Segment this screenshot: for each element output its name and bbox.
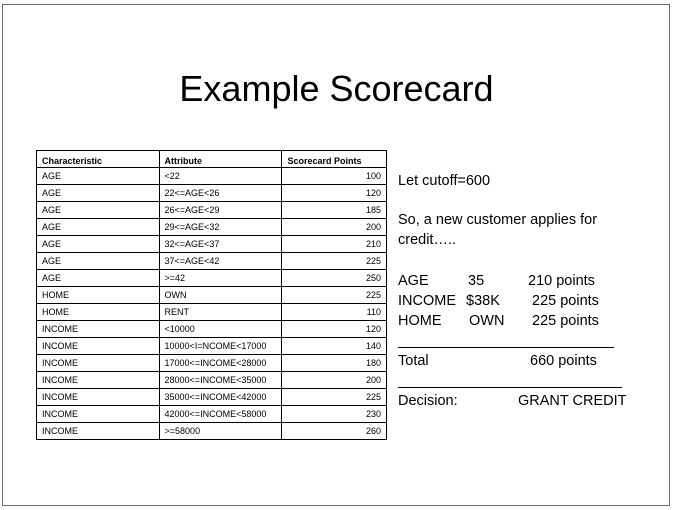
cell-points: 210 xyxy=(282,236,387,253)
cell-points: 120 xyxy=(282,321,387,338)
cell-characteristic: HOME xyxy=(37,304,160,321)
cell-characteristic: INCOME xyxy=(37,321,160,338)
cell-characteristic: AGE xyxy=(37,185,160,202)
cell-points: 230 xyxy=(282,406,387,423)
cell-characteristic: INCOME xyxy=(37,355,160,372)
table-row xyxy=(37,168,387,185)
applicant-income-label: INCOME xyxy=(398,293,456,309)
table-row xyxy=(37,355,387,372)
cell-points: 120 xyxy=(282,185,387,202)
decision-value: GRANT CREDIT xyxy=(518,393,627,409)
table-header-row xyxy=(37,151,387,168)
cell-attribute: >=42 xyxy=(159,270,282,287)
header-scorecard-points: Scorecard Points xyxy=(282,151,387,168)
cell-characteristic: AGE xyxy=(37,253,160,270)
total-row xyxy=(398,351,618,371)
applicant-home-value: OWN xyxy=(469,313,505,329)
cell-points: 180 xyxy=(282,355,387,372)
cell-attribute: 32<=AGE<37 xyxy=(159,236,282,253)
table-row xyxy=(37,321,387,338)
cell-characteristic: AGE xyxy=(37,236,160,253)
table-row xyxy=(37,185,387,202)
cutoff-text: Let cutoff=600 xyxy=(398,173,491,189)
applicant-home-label: HOME xyxy=(398,313,442,329)
table-row xyxy=(37,219,387,236)
cell-attribute: 37<=AGE<42 xyxy=(159,253,282,270)
applies-text-line1: So, a new customer applies for xyxy=(398,212,598,228)
divider-line-2 xyxy=(398,387,622,388)
total-points: 660 points xyxy=(530,353,597,369)
applicant-home-points: 225 points xyxy=(532,313,599,329)
table-row xyxy=(37,287,387,304)
table-row xyxy=(37,406,387,423)
applicant-age-label: AGE xyxy=(398,273,429,289)
cell-points: 185 xyxy=(282,202,387,219)
table-row xyxy=(37,389,387,406)
cell-attribute: 42000<=INCOME<58000 xyxy=(159,406,282,423)
cell-attribute: 28000<=INCOME<35000 xyxy=(159,372,282,389)
cell-points: 250 xyxy=(282,270,387,287)
table-row xyxy=(37,423,387,440)
divider-line-1 xyxy=(398,347,614,348)
cell-attribute: <22 xyxy=(159,168,282,185)
table-body xyxy=(37,168,387,440)
cell-attribute: RENT xyxy=(159,304,282,321)
applicant-age-value: 35 xyxy=(468,273,485,289)
cell-points: 260 xyxy=(282,423,387,440)
slide-title: Example Scorecard xyxy=(179,68,494,109)
total-label: Total xyxy=(398,353,429,369)
cell-points: 225 xyxy=(282,253,387,270)
cell-attribute: 17000<=INCOME<28000 xyxy=(159,355,282,372)
table-row xyxy=(37,270,387,287)
table-row xyxy=(37,202,387,219)
applicant-details xyxy=(398,271,638,331)
cell-attribute: 29<=AGE<32 xyxy=(159,219,282,236)
cell-characteristic: INCOME xyxy=(37,406,160,423)
cell-points: 225 xyxy=(282,389,387,406)
table-row xyxy=(37,253,387,270)
decision-label: Decision: xyxy=(398,393,458,409)
cell-characteristic: AGE xyxy=(37,219,160,236)
cell-attribute: 35000<=INCOME<42000 xyxy=(159,389,282,406)
cell-characteristic: HOME xyxy=(37,287,160,304)
table-row xyxy=(37,236,387,253)
header-attribute: Attribute xyxy=(159,151,282,168)
cell-characteristic: INCOME xyxy=(37,423,160,440)
cell-points: 200 xyxy=(282,219,387,236)
cell-characteristic: AGE xyxy=(37,270,160,287)
applicant-income-value: $38K xyxy=(466,293,500,309)
cell-attribute: 22<=AGE<26 xyxy=(159,185,282,202)
cell-points: 100 xyxy=(282,168,387,185)
cell-characteristic: AGE xyxy=(37,202,160,219)
table-row xyxy=(37,338,387,355)
cell-attribute: OWN xyxy=(159,287,282,304)
cell-characteristic: AGE xyxy=(37,168,160,185)
table-row xyxy=(37,372,387,389)
cell-attribute: 26<=AGE<29 xyxy=(159,202,282,219)
cell-characteristic: INCOME xyxy=(37,389,160,406)
header-characteristic: Characteristic xyxy=(37,151,160,168)
cell-attribute: >=58000 xyxy=(159,423,282,440)
table-row xyxy=(37,304,387,321)
applicant-age-points: 210 points xyxy=(528,273,595,289)
cell-points: 140 xyxy=(282,338,387,355)
cell-attribute: 10000<I=NCOME<17000 xyxy=(159,338,282,355)
cell-characteristic: INCOME xyxy=(37,372,160,389)
cell-attribute: <10000 xyxy=(159,321,282,338)
applicant-income-points: 225 points xyxy=(532,293,599,309)
scorecard-table xyxy=(36,150,387,440)
cell-points: 225 xyxy=(282,287,387,304)
cell-characteristic: INCOME xyxy=(37,338,160,355)
cell-points: 200 xyxy=(282,372,387,389)
cell-points: 110 xyxy=(282,304,387,321)
decision-row xyxy=(398,391,628,411)
applies-text-line2: credit….. xyxy=(398,232,457,248)
